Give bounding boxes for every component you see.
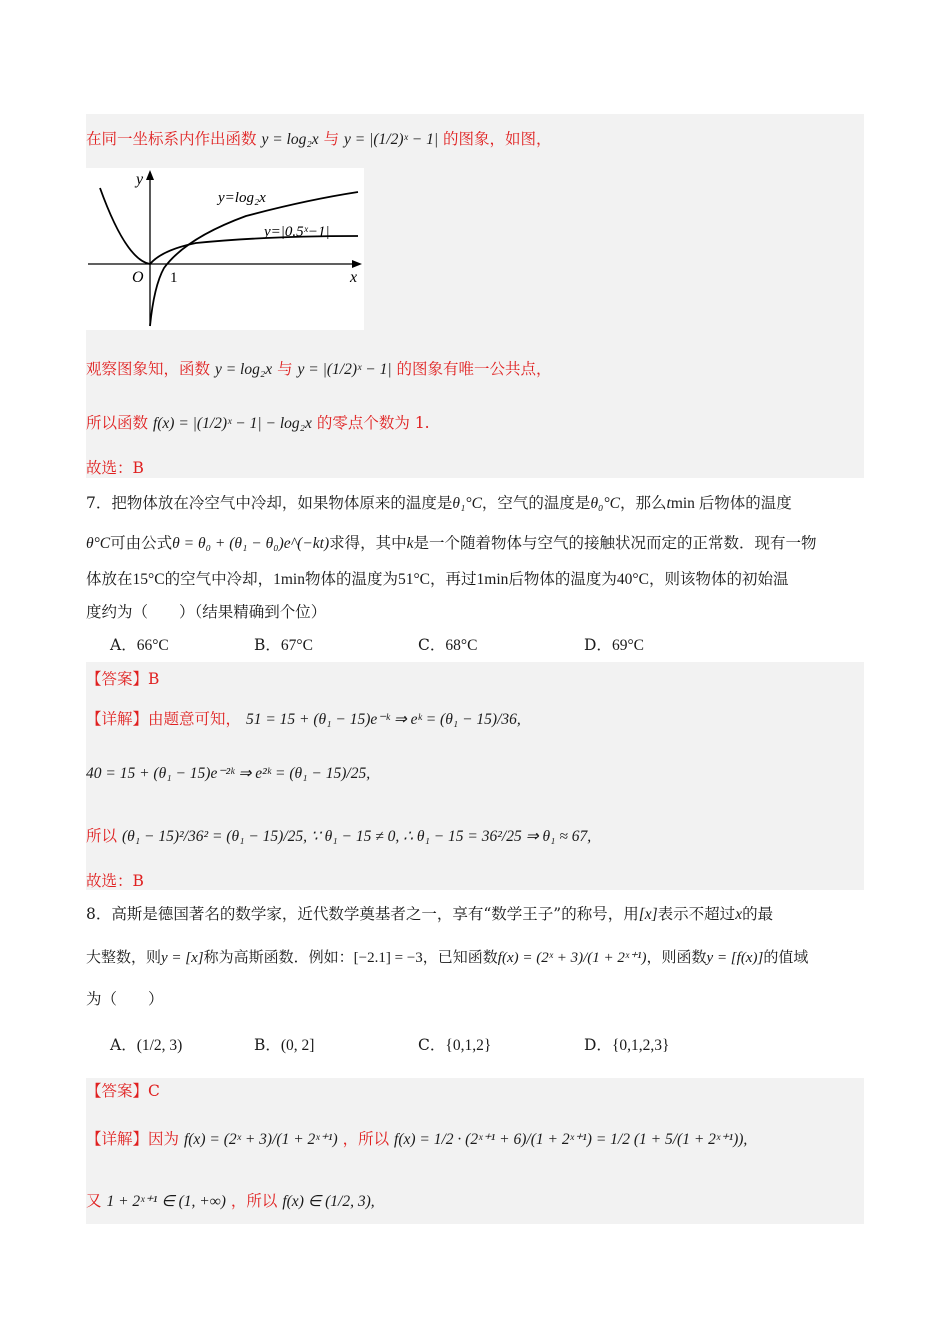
text: ，则函数 [646, 948, 707, 966]
equation: f(x) = (2ˣ + 3)/(1 + 2ˣ⁺¹) [183, 1131, 338, 1148]
equation: 1 + 2ˣ⁺¹ ∈ (1, +∞) [106, 1193, 226, 1210]
text: 的零点个数为 1. [316, 414, 430, 432]
formula: 1min [273, 571, 305, 588]
question-7-line-3 [86, 568, 788, 591]
function-graph [86, 168, 364, 330]
text: 又 [86, 1192, 102, 1210]
question-7-line-1 [86, 492, 792, 515]
text: 是一个随着物体与空气的接触状况而定的正常数．现有一物 [413, 534, 817, 552]
text: 因为 [148, 1130, 180, 1148]
question-8-line-1 [86, 903, 773, 926]
text: 观察图象知，函数 [86, 360, 211, 378]
y-axis-label: y [136, 171, 144, 188]
formula: [−2.1] = −3 [353, 950, 423, 966]
text-line [86, 128, 552, 151]
text: ，空气的温度是 [481, 494, 591, 512]
formula: x [735, 906, 743, 923]
text: ，那么 [619, 494, 667, 512]
formula-log: y = log₂x [261, 131, 319, 148]
option-letter: D． [584, 1036, 612, 1054]
equation-line [86, 762, 370, 785]
answer-line [86, 668, 159, 690]
text: 体放在 [86, 570, 133, 588]
text: 的图象，如图， [443, 130, 552, 148]
answer-value: B [148, 670, 160, 688]
text: 可由公式 [110, 534, 173, 552]
option-value: (0, 2] [280, 1037, 315, 1054]
text: 与 [323, 130, 340, 148]
question-7-line-4 [86, 601, 326, 623]
option-a[interactable] [110, 1034, 182, 1057]
text: 后物体的温度为 [508, 570, 617, 588]
text: 求得，其中 [329, 534, 407, 552]
answer-line [86, 870, 144, 892]
text: 8．高斯是德国著名的数学家，近代数学奠基者之一，享有“数学王子”的称号，用 [86, 905, 639, 923]
text: 的空气中冷却， [164, 570, 274, 588]
option-letter: C． [418, 1036, 446, 1054]
option-b[interactable] [254, 634, 313, 657]
formula-fx: f(x) = |(1/2)ˣ − 1| − log₂x [152, 415, 312, 432]
text: 故选：B [86, 872, 144, 890]
detail-tag: 【详解】 [86, 710, 149, 728]
text: ，再过 [430, 570, 477, 588]
formula: 40°C [616, 571, 649, 588]
formula: [x] [638, 906, 658, 923]
option-letter: C． [418, 636, 446, 654]
formula: y = [f(x)] [706, 950, 764, 966]
option-value: 66°C [136, 637, 169, 654]
text: 为（ ） [86, 990, 164, 1008]
formula-log: y = log₂x [214, 361, 273, 378]
equation: f(x) = 1/2 · (2ˣ⁺¹ + 6)/(1 + 2ˣ⁺¹) = 1/2 (1 + 5/(1 + 2ˣ⁺¹)), [394, 1131, 748, 1148]
question-8-line-3 [86, 988, 164, 1010]
detail-tag: 【详解】 [86, 1130, 149, 1148]
option-letter: B． [254, 636, 281, 654]
formula: f(x) = (2ˣ + 3)/(1 + 2ˣ⁺¹) [497, 950, 647, 966]
formula: θ₀°C [590, 495, 620, 512]
formula: y = [x] [161, 950, 204, 966]
text: 故选：B [86, 459, 144, 477]
text: min 后物体的温度 [670, 495, 792, 512]
option-value: 69°C [611, 637, 644, 654]
text: 物体的温度为 [304, 570, 398, 588]
x-axis-label: x [350, 269, 358, 286]
formula: θ₁°C [452, 495, 482, 512]
answer-line [86, 1080, 160, 1102]
equation-line [86, 825, 591, 848]
text: ，所以 [230, 1192, 278, 1210]
detail-line [86, 708, 521, 731]
detail-line [86, 1190, 375, 1213]
answer-tag: 【答案】 [86, 1082, 149, 1100]
formula: k [406, 535, 414, 552]
origin-label: O [132, 269, 144, 286]
option-letter: A． [110, 1036, 137, 1054]
answer-value: C [148, 1082, 160, 1100]
log-curve-label: y=log₂x [218, 190, 266, 206]
option-b[interactable] [254, 1034, 314, 1057]
text: 在同一坐标系内作出函数 [86, 130, 257, 148]
curve-log [150, 192, 358, 326]
equation: 51 = 15 + (θ₁ − 15)e⁻ᵏ ⇒ eᵏ = (θ₁ − 15)/36, [245, 711, 521, 728]
text: 大整数，则 [86, 948, 162, 966]
option-d[interactable] [584, 634, 644, 657]
detail-line [86, 1128, 747, 1151]
option-letter: A． [110, 636, 137, 654]
text: ，已知函数 [422, 948, 498, 966]
text: 所以 [86, 827, 118, 845]
text: ，所以 [342, 1130, 390, 1148]
text: 所以函数 [86, 414, 149, 432]
option-letter: D． [584, 636, 612, 654]
formula: 15°C [132, 571, 165, 588]
option-letter: B． [254, 1036, 281, 1054]
equation: f(x) ∈ (1/2, 3), [282, 1193, 375, 1210]
option-value: (1/2, 3) [136, 1037, 183, 1054]
text: 称为高斯函数．例如： [203, 948, 354, 966]
text: 的最 [742, 905, 774, 923]
formula: θ°C [86, 535, 111, 552]
text: 的图象有唯一公共点， [396, 360, 552, 378]
text: 由题意可知， [148, 710, 242, 728]
option-c[interactable] [418, 1034, 491, 1057]
option-d[interactable] [584, 1034, 669, 1057]
formula: 1min [476, 571, 509, 588]
question-7-line-2 [86, 532, 817, 555]
text: 7．把物体放在冷空气中冷却，如果物体原来的温度是 [86, 494, 453, 512]
y-axis-arrow [146, 170, 154, 180]
text: ，则该物体的初始温 [648, 570, 789, 588]
x-axis-arrow [352, 260, 362, 268]
tick-one-label: 1 [170, 270, 178, 286]
option-c[interactable] [418, 634, 477, 657]
answer-line [86, 457, 144, 479]
abs-curve-label: y=|0.5ˣ−1| [264, 224, 330, 240]
equation: 40 = 15 + (θ₁ − 15)e⁻²ᵏ ⇒ e²ᵏ = (θ₁ − 15)/25, [86, 765, 371, 782]
formula: t [666, 495, 671, 512]
text: 表示不超过 [657, 905, 736, 923]
text: 的值域 [763, 948, 809, 966]
equation: (θ₁ − 15)²/36² = (θ₁ − 15)/25, ∵ θ₁ − 15 ≠ 0, ∴ θ₁ − 15 = 36²/25 ⇒ θ₁ ≈ 67, [121, 828, 592, 845]
text: 与 [277, 360, 293, 378]
question-8-line-2 [86, 946, 808, 969]
option-value: 67°C [280, 637, 313, 654]
graph-svg [86, 168, 364, 330]
text-line [86, 358, 552, 381]
option-value: {0,1,2} [445, 1037, 492, 1054]
formula: 51°C [397, 571, 431, 588]
formula-abs: y = |(1/2)ˣ − 1| [344, 131, 439, 148]
text: 度约为（ ）（结果精确到个位） [86, 603, 327, 621]
option-a[interactable] [110, 634, 169, 657]
formula-cooling: θ = θ₀ + (θ₁ − θ₀)e^(−kt) [172, 535, 330, 552]
answer-tag: 【答案】 [86, 670, 149, 688]
text-line [86, 412, 430, 435]
formula-abs: y = |(1/2)ˣ − 1| [297, 361, 392, 378]
option-value: {0,1,2,3} [611, 1037, 670, 1054]
option-value: 68°C [445, 637, 478, 654]
